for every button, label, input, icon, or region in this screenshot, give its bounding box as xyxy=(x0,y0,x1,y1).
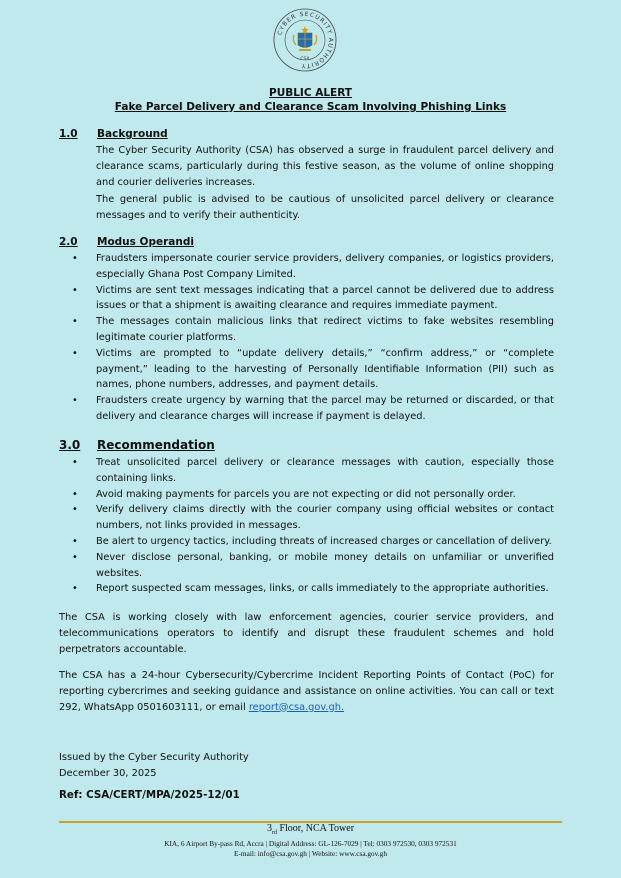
issued-date: December 30, 2025 xyxy=(59,768,157,779)
list-item: • Never disclose personal, banking, or mobile money details on unfamiliar or unverified websites. xyxy=(72,551,554,579)
section-1-number: 1.0 xyxy=(59,128,78,140)
section-1-paragraph-1: The Cyber Security Authority (CSA) has observed a surge in fraudulent parcel delivery and clearance scams, particularly during this festive season, as the volume of online shopping and courier deliveries increases. xyxy=(96,145,554,188)
section-1-paragraph-2: The general public is advised to be cautious of unsolicited parcel delivery or clearance messages and to verify their authenticity. xyxy=(96,194,554,221)
bullet-icon: • xyxy=(72,551,78,563)
list-item: • Avoid making payments for parcels you are not expecting or did not personally order. xyxy=(72,487,554,503)
section-1-title: Background xyxy=(97,128,168,140)
list-item: • Victims are prompted to “update delivery details,” “confirm address,” or “complete payment,” leading to the harvesting of Personally Identifiable Information (PII) such as names, phone numbers, addresses, and payment details. xyxy=(72,347,554,391)
section-2-number: 2.0 xyxy=(59,236,78,248)
list-item: • Fraudsters impersonate courier service providers, delivery companies, or logistics providers, especially Ghana Post Company Limited. xyxy=(72,253,554,280)
section-2-heading xyxy=(59,236,194,248)
footer-address: KIA, 6 Airport By-pass Rd, Accra | Digital Address: GL-126-7029 | Tel: 0303 972530, 0303 972531 xyxy=(164,839,457,848)
bullet-icon: • xyxy=(72,504,78,516)
recommendation-list xyxy=(72,455,554,597)
reporting-text: The CSA has a 24-hour Cybersecurity/Cybercrime Incident Reporting Points of Contact (PoC) for reporting cybercrimes and seeking guidance and assistance on online activities. You can call or text 292, WhatsApp 0501603111, or email xyxy=(59,670,554,713)
section-2-title: Modus Operandi xyxy=(97,236,194,248)
issued-block xyxy=(59,750,249,782)
section-1-heading xyxy=(59,128,168,140)
issued-by: Issued by the Cyber Security Authority xyxy=(59,752,249,763)
section-3-number: 3.0 xyxy=(59,438,81,452)
report-email-link[interactable]: report@csa.gov.gh. xyxy=(248,701,345,713)
reference-number: Ref: CSA/CERT/MPA/2025-12/01 xyxy=(59,789,240,801)
bullet-icon: • xyxy=(72,253,78,264)
closing-paragraph-2 xyxy=(59,668,554,715)
bullet-icon: • xyxy=(72,395,78,407)
alert-subtitle: Fake Parcel Delivery and Clearance Scam Involving Phishing Links xyxy=(114,101,507,113)
bullet-icon: • xyxy=(72,316,78,328)
alert-title-block xyxy=(0,86,621,114)
logo-ring-text: CYBER SECURITY AUTHORITY xyxy=(276,10,335,70)
list-item: • Treat unsolicited parcel delivery or clearance messages with caution, especially those containing links. xyxy=(72,457,554,484)
closing-paragraph-1: The CSA is working closely with law enforcement agencies, courier service providers, and telecommunications operators to identify and disrupt these fraudulent schemes and hold perpetrators accountable. xyxy=(59,612,554,655)
list-item: • Victims are sent text messages indicating that a parcel cannot be delivered due to address issues or that a shipment is awaiting clearance and requires immediate payment. xyxy=(72,284,554,312)
modus-operandi-list xyxy=(72,251,554,425)
list-item: • Fraudsters create urgency by warning that the parcel may be returned or discarded, or that delivery and clearance charges will increase if payment is delayed. xyxy=(72,395,554,422)
alert-title: PUBLIC ALERT xyxy=(269,87,352,99)
bullet-icon: • xyxy=(72,457,78,468)
footer xyxy=(0,823,621,859)
section-3-heading xyxy=(59,438,215,452)
bullet-icon: • xyxy=(72,535,78,547)
logo-acronym: CSA xyxy=(300,57,310,62)
bullet-icon: • xyxy=(72,583,78,595)
list-item: • The messages contain malicious links that redirect victims to fake websites resembling legitimate courier platforms. xyxy=(72,316,554,343)
bullet-icon: • xyxy=(72,347,78,359)
csa-logo xyxy=(272,7,338,73)
list-item: • Be alert to urgency tactics, including threats of increased charges or cancellation of delivery. xyxy=(72,534,554,550)
bullet-icon: • xyxy=(72,488,78,500)
bullet-icon: • xyxy=(72,284,78,296)
footer-contact: E-mail: info@csa.gov.gh | Website: www.csa.gov.gh xyxy=(234,849,387,858)
footer-floor: $3_{rd}$ Floor, NCA Tower xyxy=(266,823,355,836)
ghana-coat-of-arms-icon xyxy=(293,26,316,51)
section-3-title: Recommendation xyxy=(97,438,215,452)
list-item: • Verify delivery claims directly with the courier company using official websites or contact numbers, not links provided in messages. xyxy=(72,504,554,532)
list-item: • Report suspected scam messages, links, or calls immediately to the appropriate authorities. xyxy=(72,581,554,597)
